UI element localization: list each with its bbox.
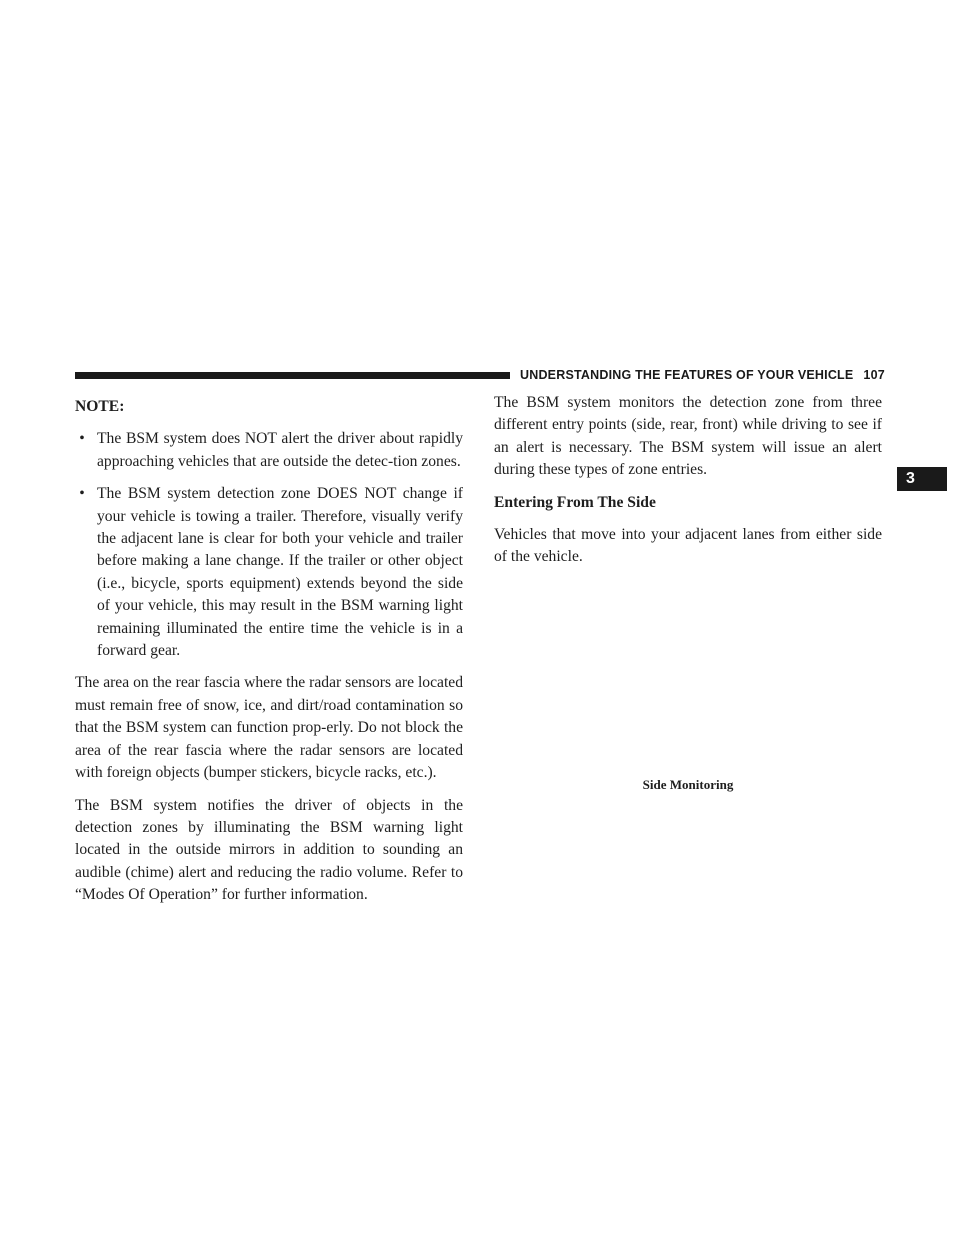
bullet-text: The BSM system detection zone DOES NOT change if your vehicle is towing a trailer. Therefore, visually verify the adjacent lane is clear for both your vehicle and trailer before making a lane change. If the trailer or other object (i.e., bicycle, sports equipment) extends beyond the side of your vehicle, this may result in the BSM warning light remaining illuminated the entire time the vehicle is in a forward gear. — [97, 485, 463, 660]
bullet-icon: • — [79, 430, 85, 448]
paragraph: The BSM system monitors the detection zone from three different entry points (side, rear, front) while driving to see if an alert is necessary. The BSM system will issue an alert during these types of zone entries. — [494, 394, 882, 479]
note-title: NOTE: — [75, 398, 125, 415]
bullet-text: The BSM system does NOT alert the driver about rapidly approaching vehicles that are outside the detec-tion zones. — [97, 430, 463, 470]
figure-placeholder — [494, 560, 882, 765]
running-header — [520, 366, 886, 384]
list-item — [75, 483, 463, 662]
bullet-icon: • — [79, 485, 85, 503]
figure-caption: Side Monitoring — [642, 777, 734, 792]
right-column — [494, 392, 882, 579]
note-bullets — [75, 428, 463, 662]
chapter-tab: 3 — [897, 467, 947, 491]
left-column — [75, 396, 463, 917]
page-number: 107 — [863, 368, 885, 382]
list-item — [75, 428, 463, 473]
paragraph: The BSM system notifies the driver of objects in the detection zones by illuminating the BSM warning light located in the outside mirrors in addition to sounding an audible (chime) alert and reducing the radio volume. Refer to “Modes Of Operation” for further information. — [75, 796, 463, 904]
paragraph: Vehicles that move into your adjacent lanes from either side of the vehicle. — [494, 526, 882, 566]
header-rule — [75, 372, 510, 379]
section-heading: Entering From The Side — [494, 493, 656, 511]
paragraph: The area on the rear fascia where the radar sensors are located must remain free of snow, ice, and dirt/road contamination so that the BSM system can function prop-erly. Do not block the area of the rear fascia where the radar sensors are located with foreign objects (bumper stickers, bicycle racks, etc.). — [75, 674, 463, 782]
section-title: UNDERSTANDING THE FEATURES OF YOUR VEHICLE — [520, 368, 854, 382]
